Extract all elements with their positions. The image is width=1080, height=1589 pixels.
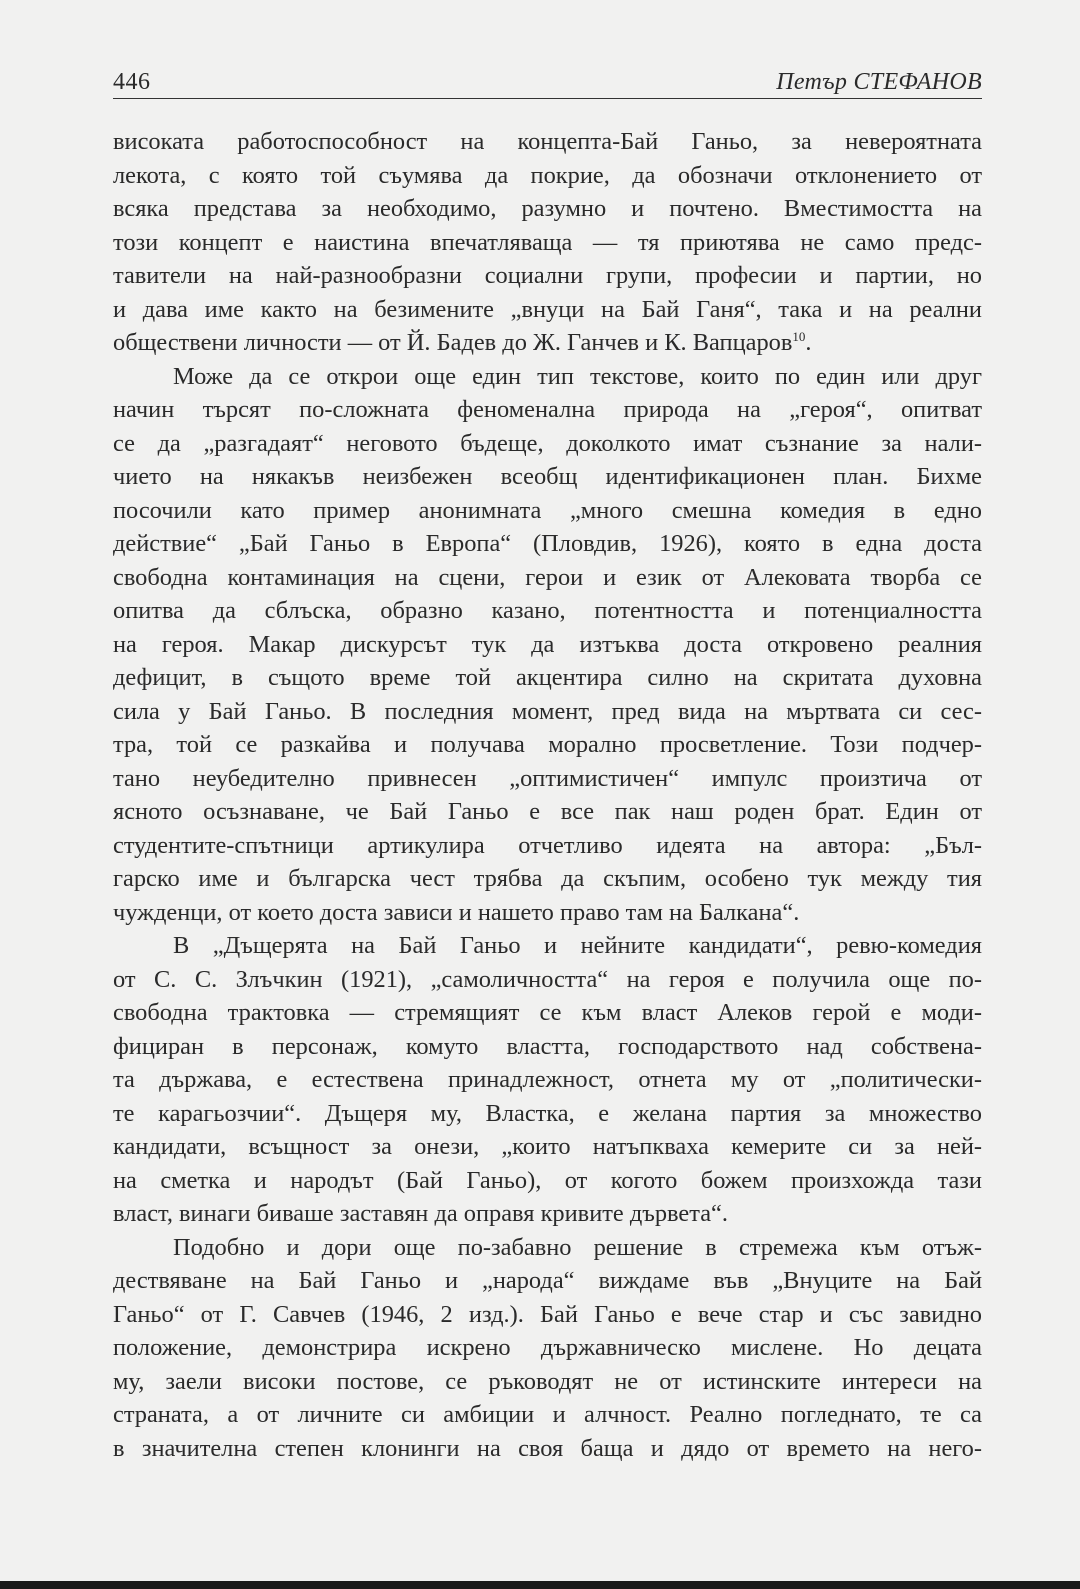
text-line: кандидати, всъщност за онези, „които натъпкваха кемерите си за ней- xyxy=(113,1133,982,1160)
footnote-reference: 10 xyxy=(792,328,806,344)
text-line: високата работоспособност на концепта-Бай Ганьо, за невероятната xyxy=(113,128,982,155)
text-line: Ганьо“ от Г. Савчев (1946, 2 изд.). Бай Ганьо е вече стар и със завидно xyxy=(113,1300,982,1328)
running-head: Петър СТЕФАНОВ xyxy=(776,69,982,95)
text-line: му, заели високи постове, се ръководят не от истинските интереси на xyxy=(113,1367,982,1395)
text-line: всяка представа за необходимо, разумно и почтено. Вместимостта на xyxy=(113,195,982,222)
body-text xyxy=(113,125,982,1465)
text-line: обществени личности — от Й. Бадев до Ж. Ганчев и К. Вапцаров$^{10}$. xyxy=(113,328,812,356)
text-line: В „Дъщерята на Бай Ганьо и нейните кандидати“, ревю-комедия xyxy=(173,932,982,959)
scan-edge xyxy=(0,1581,1080,1589)
paragraph xyxy=(113,1231,982,1466)
text-line: та държава, е естествена принадлежност, отнета му от „политически- xyxy=(113,1066,982,1093)
text-line: положение, демонстрира искрено държавническо мислене. Но децата xyxy=(113,1334,982,1361)
text-line: страната, а от личните си амбиции и алчност. Реално погледнато, те са xyxy=(113,1401,982,1428)
text-line: ясното осъзнаване, че Бай Ганьо е все пак наш роден брат. Един от xyxy=(113,798,982,825)
text-line: гарско име и българска чест трябва да скъпим, особено тук между тия xyxy=(113,865,982,892)
paragraph xyxy=(113,125,982,360)
text-line: в значителна степен клонинги на своя баща и дядо от времето на него- xyxy=(113,1434,982,1462)
text-line: лекота, с която той съумява да покрие, да обозначи отклонението от xyxy=(113,161,982,189)
header-rule xyxy=(113,98,982,99)
page-number: 446 xyxy=(113,69,151,95)
text-line: Може да се открои още един тип текстове, които по един или друг xyxy=(173,362,982,390)
text-line: чието на някакъв неизбежен всеобщ идентификационен план. Бихме xyxy=(113,463,982,490)
text-line: сила у Бай Ганьо. В последния момент, пред вида на мъртвата си сес- xyxy=(113,697,982,725)
text-line: власт, винаги биваше заставян да оправя кривите дървета“. xyxy=(113,1200,728,1227)
text-line: посочили като пример анонимната „много смешна комедия в едно xyxy=(113,496,982,524)
text-line: начин търсят по-сложната феноменална природа на „героя“, опитват xyxy=(113,396,982,423)
text-line: този концепт е наистина впечатляваща — тя приютява не само предс- xyxy=(113,228,982,256)
paragraph xyxy=(113,929,982,1231)
text-line: дефицит, в същото време той акцентира силно на скритата духовна xyxy=(113,664,982,691)
text-line: чужденци, от което доста зависи и нашето право там на Балкана“. xyxy=(113,898,800,926)
text-line: опитва да сблъска, образно казано, потентността и потенциалността xyxy=(113,597,982,624)
text-line: действие“ „Бай Ганьо в Европа“ (Пловдив, 1926), която в една доста xyxy=(113,530,982,557)
text-line: фициран в персонаж, комуто властта, господарството над собствена- xyxy=(113,1032,982,1060)
text-line: тавители на най-разнообразни социални групи, професии и партии, но xyxy=(113,262,982,289)
text-line: и дава име както на безимените „внуци на Бай Ганя“, така и на реални xyxy=(113,295,982,323)
text-line: свободна контаминация на сцени, герои и език от Алековата творба се xyxy=(113,563,982,591)
text-line: те карагьозчии“. Дъщеря му, Властка, е желана партия за множество xyxy=(113,1099,982,1127)
text-line: дествяване на Бай Ганьо и „народа“ виждаме във „Внуците на Бай xyxy=(113,1267,982,1294)
text-line: на героя. Макар дискурсът тук да изтъква доста откровено реалния xyxy=(113,630,982,658)
text-line: тано неубедително привнесен „оптимистичен“ импулс произтича от xyxy=(113,764,982,792)
text-line: студентите-спътници артикулира отчетливо идеята на автора: „Бъл- xyxy=(113,831,982,859)
text-line: се да „разгадаят“ неговото бъдеще, доколкото имат съзнание за нали- xyxy=(113,429,982,457)
text-line: от С. С. Злъчкин (1921), „самоличността“ на героя е получила още по- xyxy=(113,965,982,993)
text-line: тра, той се разкайва и получава морално просветление. Този подчер- xyxy=(113,731,982,758)
text-line: Подобно и дори още по-забавно решение в стремежа към отъж- xyxy=(173,1233,982,1261)
page-header xyxy=(113,62,982,96)
text-line: на сметка и народът (Бай Ганьо), от когото божем произхожда тази xyxy=(113,1166,982,1194)
paragraph xyxy=(113,360,982,930)
text-line: свободна трактовка — стремящият се към власт Алеков герой е моди- xyxy=(113,999,982,1026)
